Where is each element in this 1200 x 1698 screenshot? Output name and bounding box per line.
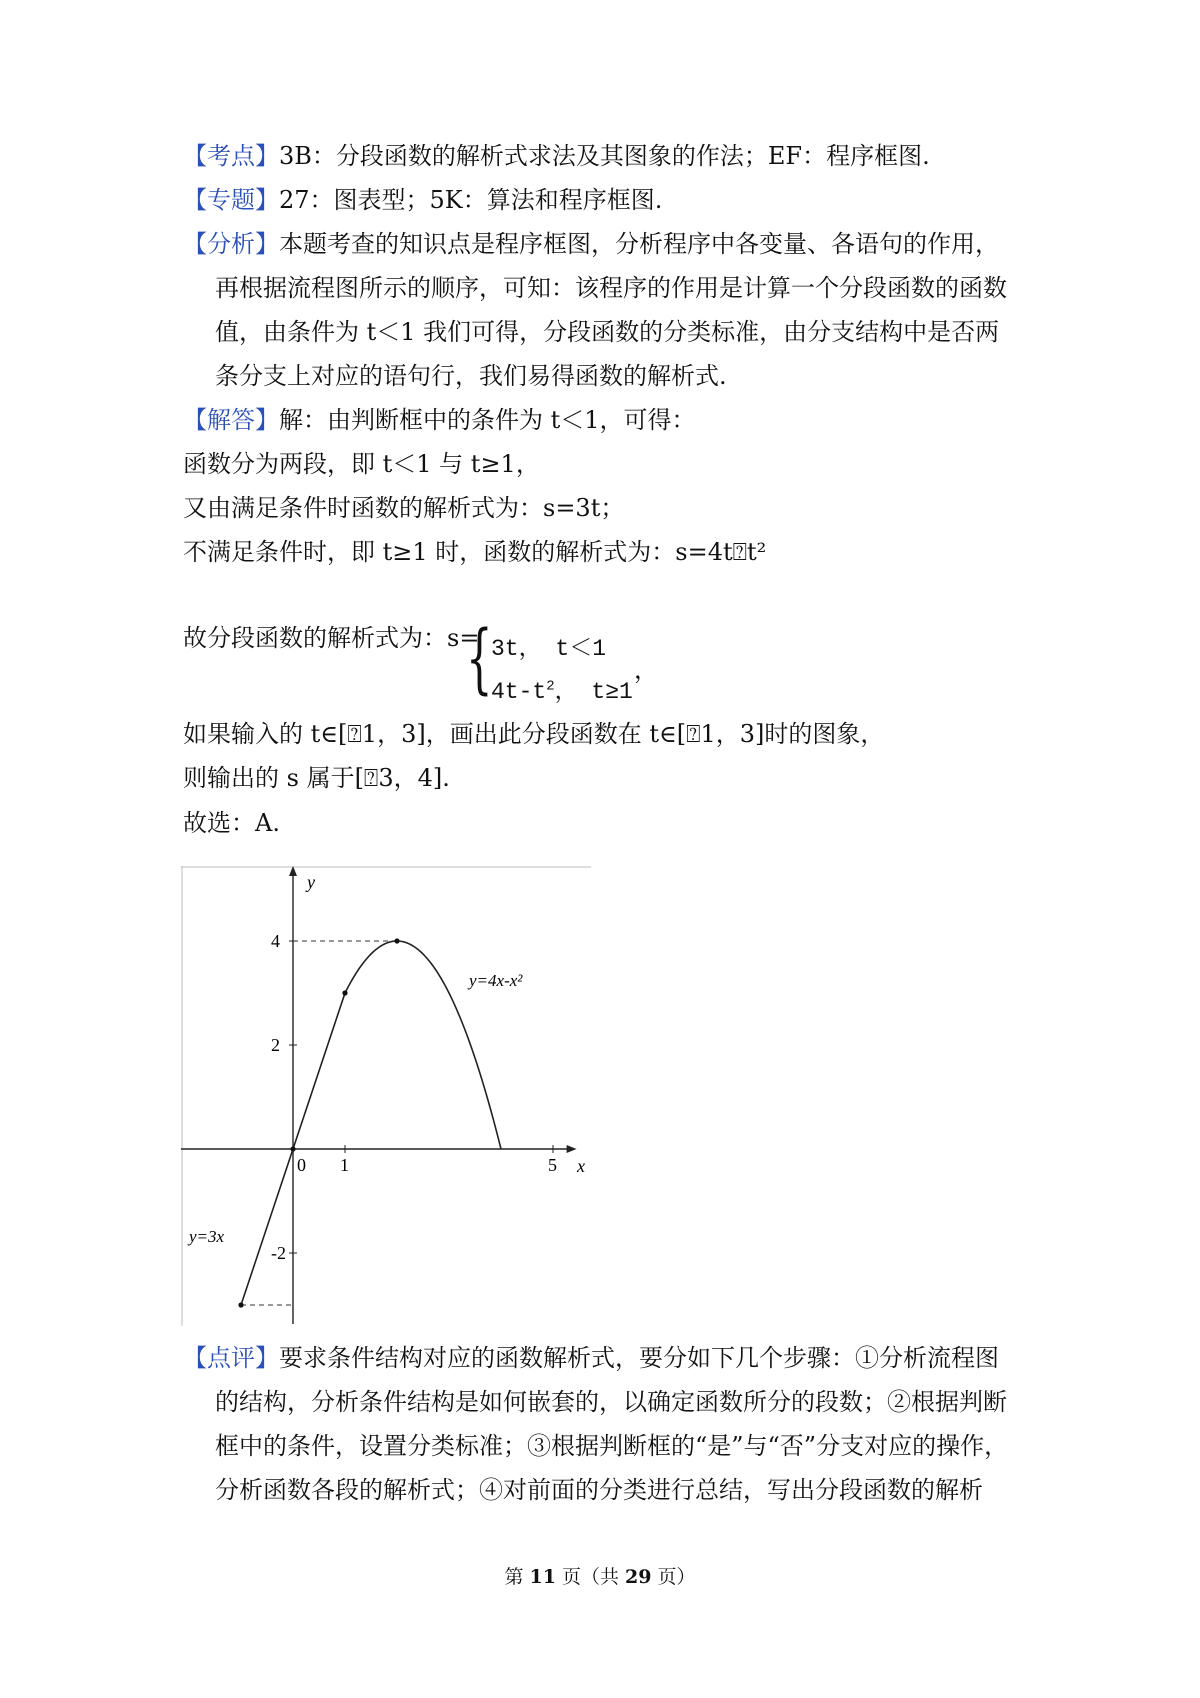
piecewise-case-2 [491, 672, 633, 705]
jieda-line-4: 不满足条件时，即 t≥1 时，函数的解析式为：s=4t⍰t² [183, 538, 767, 566]
zhuanti-text: 27：图表型；5K：算法和程序框图. [279, 186, 663, 214]
y-axis-label: y [307, 872, 315, 892]
fenxi-text-1: 本题考查的知识点是程序框图，分析程序中各变量、各语句的作用， [279, 230, 999, 258]
case2-sup: 2 [546, 678, 555, 695]
fenxi-tag: 【分析】 [183, 230, 279, 258]
jieda-line-2: 函数分为两段，即 t＜1 与 t≥1， [183, 450, 540, 478]
jieda-line-3: 又由满足条件时函数的解析式为：s=3t； [183, 494, 625, 522]
piecewise-case-1: 3t， t＜1 [491, 636, 607, 662]
dianping-tag: 【点评】 [183, 1344, 279, 1372]
kaodian-text: 3B：分段函数的解析式求法及其图象的作法；EF：程序框图. [279, 142, 930, 170]
case2-post: ， t≥1 [554, 679, 633, 705]
curve-label-line: y=3x [189, 1227, 225, 1246]
x-axis-arrow [567, 1145, 577, 1153]
function-graph [181, 866, 591, 1326]
data-point-3 [394, 938, 399, 943]
footer-post: 页） [651, 1566, 696, 1588]
data-point-1 [290, 1146, 295, 1151]
zhuanti-tag: 【专题】 [183, 186, 279, 214]
x-tick-label-1: 1 [340, 1155, 349, 1175]
footer-total-pages: 29 [625, 1566, 652, 1588]
piecewise-suffix: ， [634, 656, 658, 684]
jieda-text-1: 解：由判断框中的条件为 t＜1，可得： [279, 406, 696, 434]
x-tick-label-2: 5 [548, 1155, 557, 1175]
x-axis-label: x [577, 1156, 585, 1176]
y-tick-label-2: -2 [271, 1243, 286, 1263]
x-tick-label-0: 0 [297, 1155, 306, 1175]
jieda-after-3: 故选：A. [183, 809, 280, 837]
dianping-text-1: 要求条件结构对应的函数解析式，要分如下几个步骤：①分析流程图 [279, 1344, 999, 1372]
data-point-0 [238, 1302, 243, 1307]
jieda-tag: 【解答】 [183, 406, 279, 434]
y-tick-label-0: 4 [271, 931, 280, 951]
case2-pre: 4t-t [491, 679, 547, 705]
kaodian-tag: 【考点】 [183, 142, 279, 170]
dianping-line-2: 的结构，分析条件结构是如何嵌套的，以确定函数所分的段数；②根据判断 [215, 1388, 1007, 1416]
dianping-line-3: 框中的条件，设置分类标准；③根据判断框的“是”与“否”分支对应的操作， [215, 1432, 1009, 1460]
jieda-line-1 [183, 405, 696, 435]
fenxi-line-3: 值，由条件为 t＜1 我们可得，分段函数的分类标准，由分支结构中是否两 [215, 318, 1000, 346]
dianping-line-4: 分析函数各段的解析式；④对前面的分类进行总结，写出分段函数的解析 [215, 1476, 983, 1504]
y-tick-label-1: 2 [271, 1035, 280, 1055]
page-footer [0, 1562, 1200, 1589]
jieda-after-2: 则输出的 s 属于[⍰3，4]. [183, 764, 450, 792]
fenxi-line-4: 条分支上对应的语句行，我们易得函数的解析式. [215, 362, 727, 390]
curve-label-parabola: y=4x-x² [469, 971, 523, 990]
fenxi-line-1 [183, 229, 999, 259]
dianping-line-1 [183, 1343, 999, 1373]
footer-mid: 页（共 [555, 1566, 626, 1588]
piecewise-prefix: 故分段函数的解析式为：s= [183, 624, 480, 652]
left-brace: { [466, 613, 493, 702]
footer-pre: 第 [504, 1566, 530, 1588]
footer-page-number: 11 [529, 1566, 556, 1588]
zhuanti-line [183, 185, 662, 215]
fenxi-line-2: 再根据流程图所示的顺序，可知：该程序的作用是计算一个分段函数的函数 [215, 274, 1007, 302]
data-point-2 [342, 990, 347, 995]
kaodian-line [183, 141, 930, 171]
jieda-after-1: 如果输入的 t∈[⍰1，3]，画出此分段函数在 t∈[⍰1，3]时的图象， [183, 720, 885, 748]
